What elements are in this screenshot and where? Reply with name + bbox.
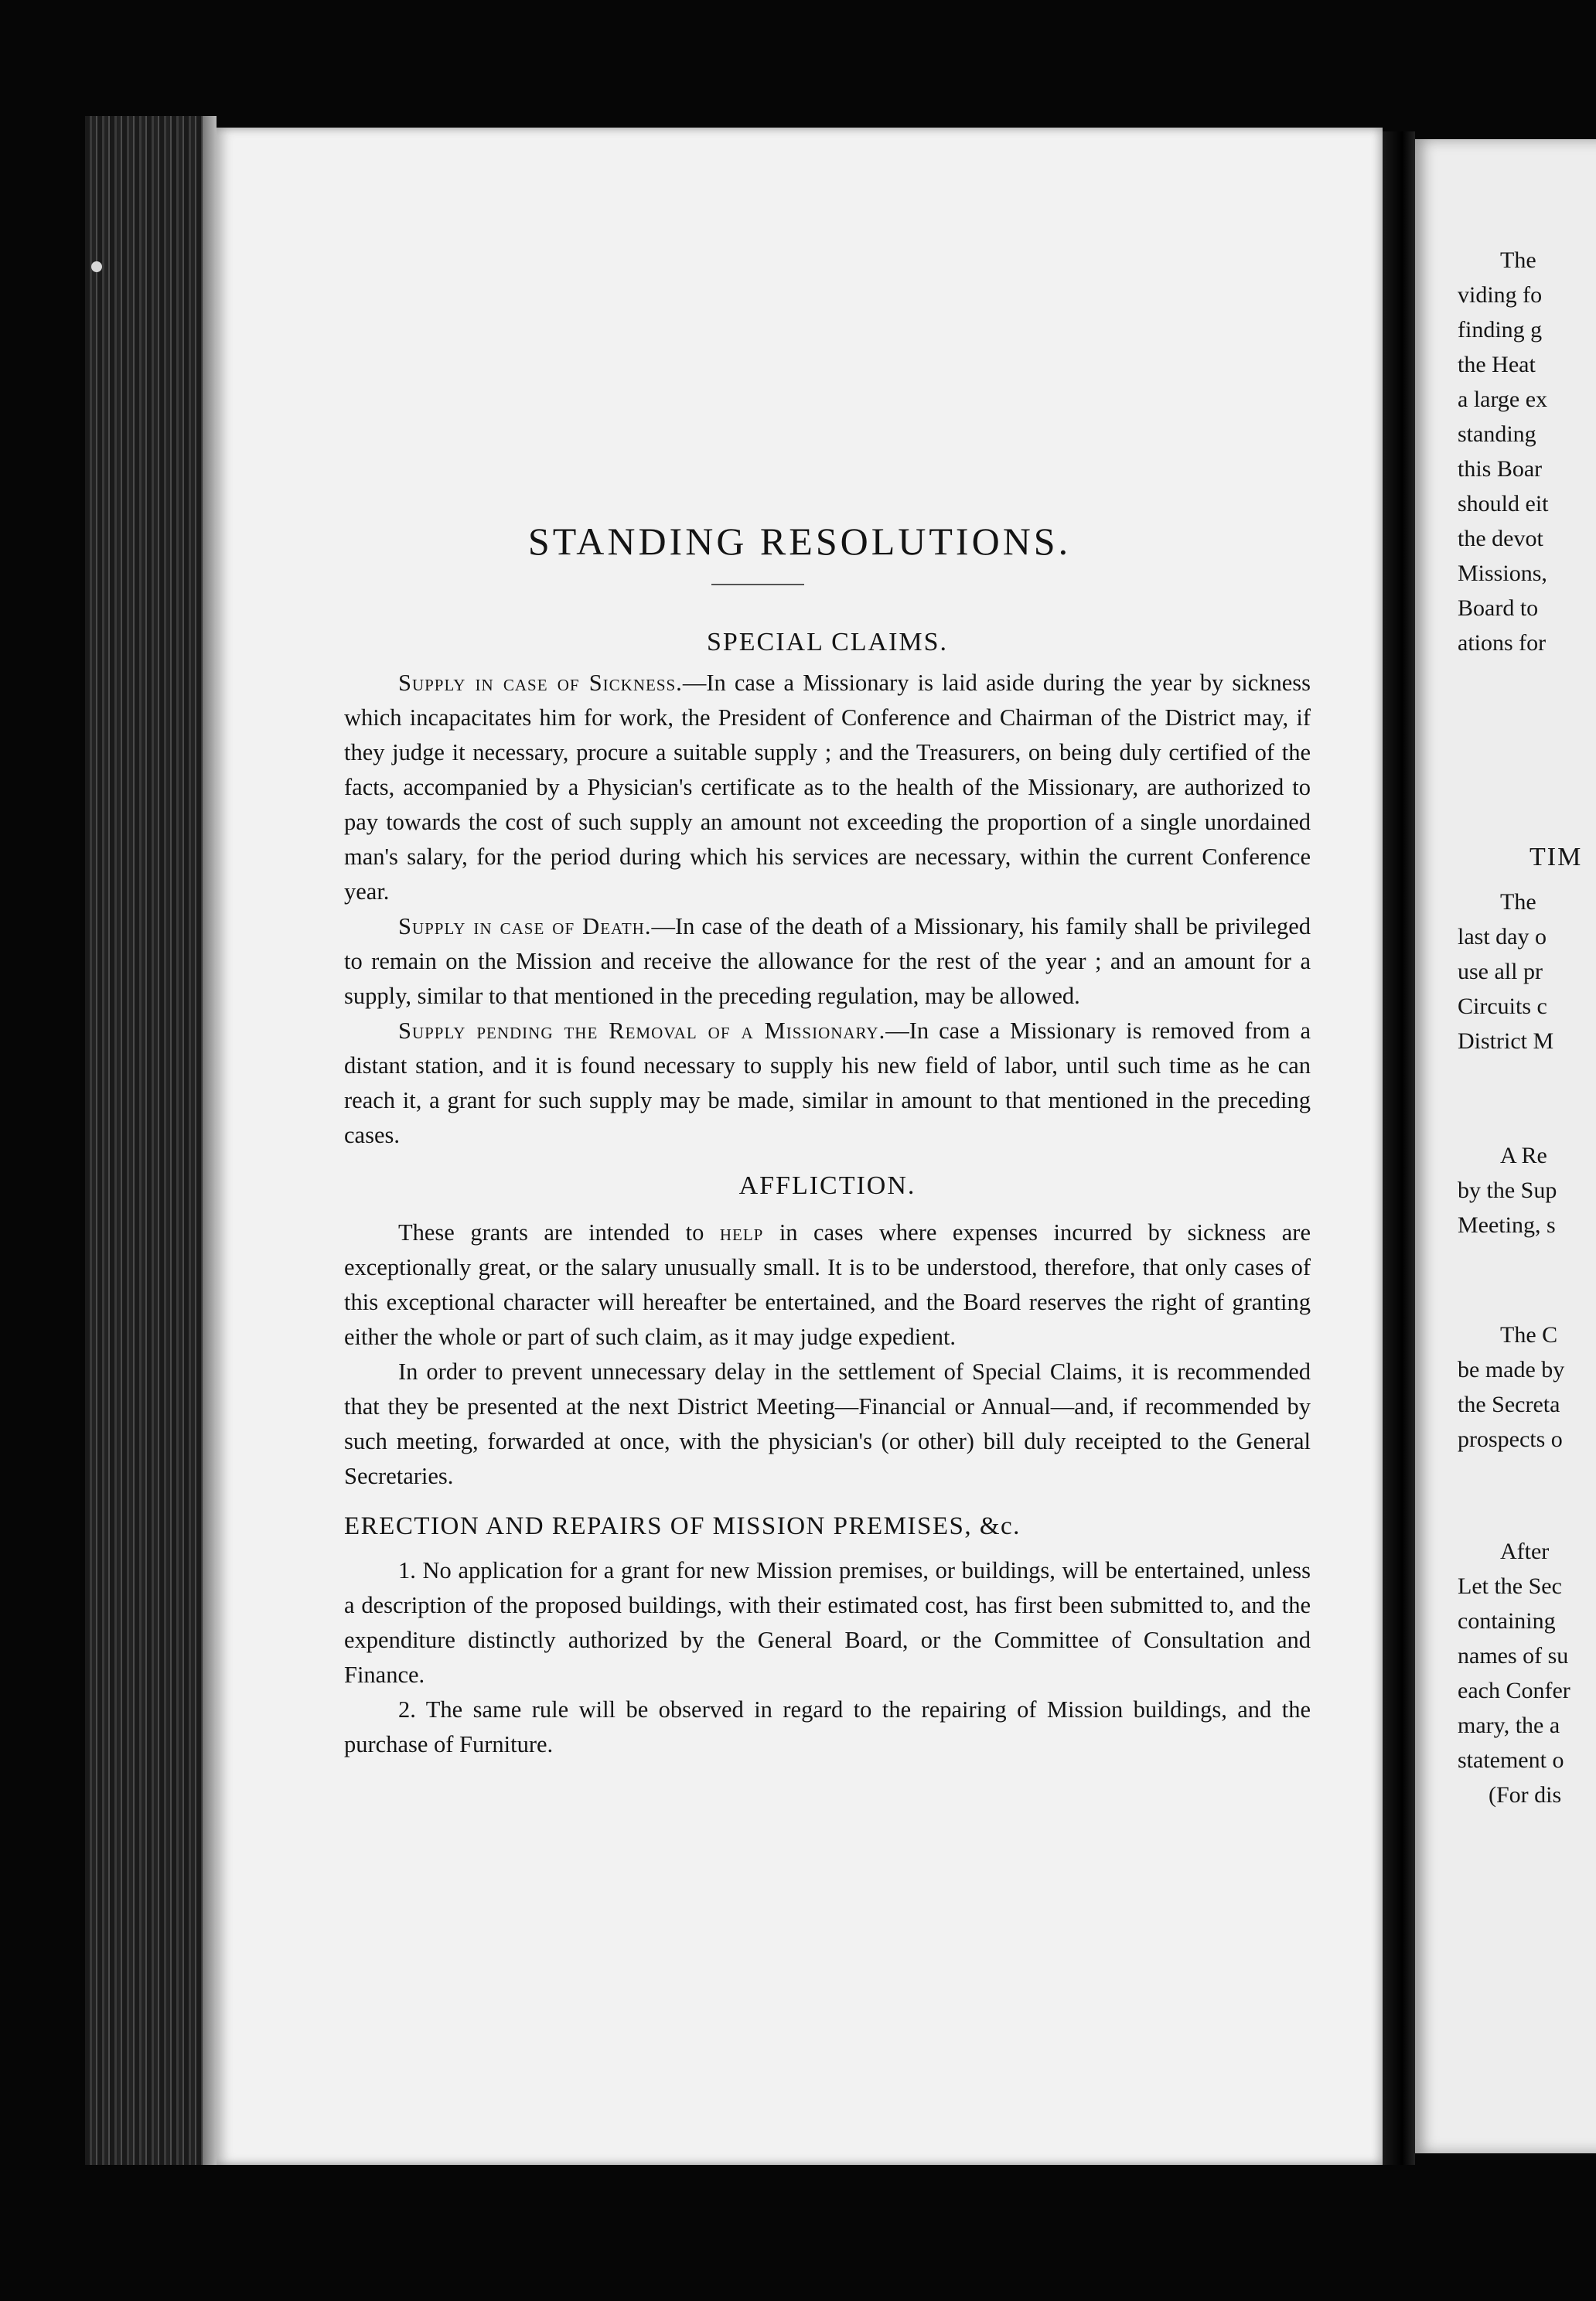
right-page-line: District M (1458, 1028, 1554, 1054)
right-page-line: use all pr (1458, 959, 1543, 984)
right-page-fragment (1415, 139, 1596, 2153)
right-page-line: the Secreta (1458, 1392, 1560, 1417)
right-page-line: The (1500, 889, 1536, 915)
right-page-line: mary, the a (1458, 1713, 1560, 1738)
paragraph-erection-1: 1. No application for a grant for new Mission premises, or buildings, will be entertained, unless a description of the proposed buildings, with their estimated cost, has first been submitted to, and the expenditure distinctly authorized by the General Board, or the Committee of Consultation and Finance. (344, 1557, 1311, 1688)
right-page-line: A Re (1500, 1143, 1547, 1168)
right-page-line: ations for (1458, 630, 1547, 656)
right-page-line: standing (1458, 421, 1536, 447)
right-page-line: prospects o (1458, 1427, 1563, 1452)
right-page-line: the devot (1458, 526, 1543, 551)
special-claims-heading: SPECIAL CLAIMS. (706, 628, 949, 656)
right-page-line: statement o (1458, 1747, 1564, 1773)
right-page-line: finding g (1458, 317, 1543, 343)
right-page-line: Meeting, s (1458, 1212, 1556, 1238)
lead-death: Supply in case of Death. (398, 913, 652, 939)
right-page-line: last day o (1458, 924, 1547, 949)
right-page-line: containing (1458, 1608, 1556, 1634)
right-page-line: names of su (1458, 1643, 1569, 1669)
right-page-line: Missions, (1458, 561, 1547, 586)
right-page-line: (For dis (1489, 1782, 1562, 1808)
right-page-line: should eit (1458, 491, 1549, 516)
right-page-heading: TIM (1530, 843, 1583, 871)
title-rule (711, 584, 804, 585)
right-page-line: Let the Sec (1458, 1573, 1562, 1599)
paragraph-death (344, 909, 1311, 1014)
paragraph-affliction-1 (344, 1215, 1311, 1355)
right-page-line: After (1500, 1539, 1550, 1564)
book-binding-edge (85, 116, 217, 2165)
affliction-text-b: in cases where expenses incurred by sickness are exceptionally great, or the salary unusually small. It is to be understood, therefore, that only cases of this exceptional character will hereafter be entertained, and the Board reserves the right of granting either the whole or part of such claim, as it may judge expedient. (344, 1219, 1311, 1350)
paragraph-affliction-2: In order to prevent unnecessary delay in the settlement of Special Claims, it is recommended that they be presented at the next District Meeting—Financial or Annual—and, if recommended by such meeting, forwarded at once, with the physician's (or other) bill duly receipted to the General Secretaries. (344, 1358, 1311, 1489)
right-page-line: The (1500, 247, 1536, 273)
right-page-line: Board to (1458, 595, 1539, 621)
right-page-line: a large ex (1458, 387, 1548, 412)
right-page-line: each Confer (1458, 1678, 1570, 1703)
paragraph-sickness (344, 666, 1311, 909)
right-page-line: Circuits c (1458, 994, 1547, 1019)
text-death: —In case of the death of a Missionary, his family shall be privileged to remain on the Mission and receive the allowance for the rest of the year ; and an amount for a supply, similar to that mentioned in the preceding regulation, may be allowed. (344, 913, 1311, 1009)
right-page-line: by the Sup (1458, 1178, 1557, 1203)
paragraph-removal (344, 1014, 1311, 1153)
main-text (344, 625, 1311, 1762)
right-page-line: this Boar (1458, 456, 1543, 482)
left-page (217, 128, 1383, 2165)
lead-removal: Supply pending the Removal of a Missionary. (398, 1018, 886, 1044)
erection-heading: ERECTION AND REPAIRS OF MISSION PREMISES, &c. (344, 1512, 1021, 1540)
right-page-line: viding fo (1458, 282, 1543, 308)
text-sickness: —In case a Missionary is laid aside during the year by sickness which incapacitates him for work, the President of Conference and Chairman of the District may, if they judge it necessary, procure a suitable supply ; and the Treasurers, on being duly certified of the facts, accompanied by a Physician's certificate as to the health of the Missionary, are authorized to pay towards the cost of such supply an amount not exceeding the proportion of a single unordained man's salary, for the period during which his services are necessary, within the current Conference year. (344, 670, 1311, 905)
right-page-line: be made by (1458, 1357, 1565, 1382)
paragraph-erection-2: 2. The same rule will be observed in regard to the repairing of Mission buildings, and the purchase of Furniture. (344, 1696, 1311, 1757)
right-page-line: The C (1500, 1322, 1558, 1348)
help-word: help (719, 1219, 764, 1246)
book-gutter (1383, 131, 1415, 2165)
right-page-line: the Heat (1458, 352, 1536, 377)
lead-sickness: Supply in case of Sickness. (398, 670, 683, 696)
affliction-text-a: These grants are intended to (398, 1219, 720, 1246)
speck (91, 261, 102, 272)
page-title: STANDING RESOLUTIONS. (527, 519, 1072, 563)
affliction-heading: AFFLICTION. (738, 1171, 916, 1200)
text-removal: —In case a Missionary is removed from a distant station, and it is found necessary to supply his new field of labor, until such time as he can reach it, a grant for such supply may be made, similar in amount to that mentioned in the preceding cases. (344, 1018, 1311, 1148)
